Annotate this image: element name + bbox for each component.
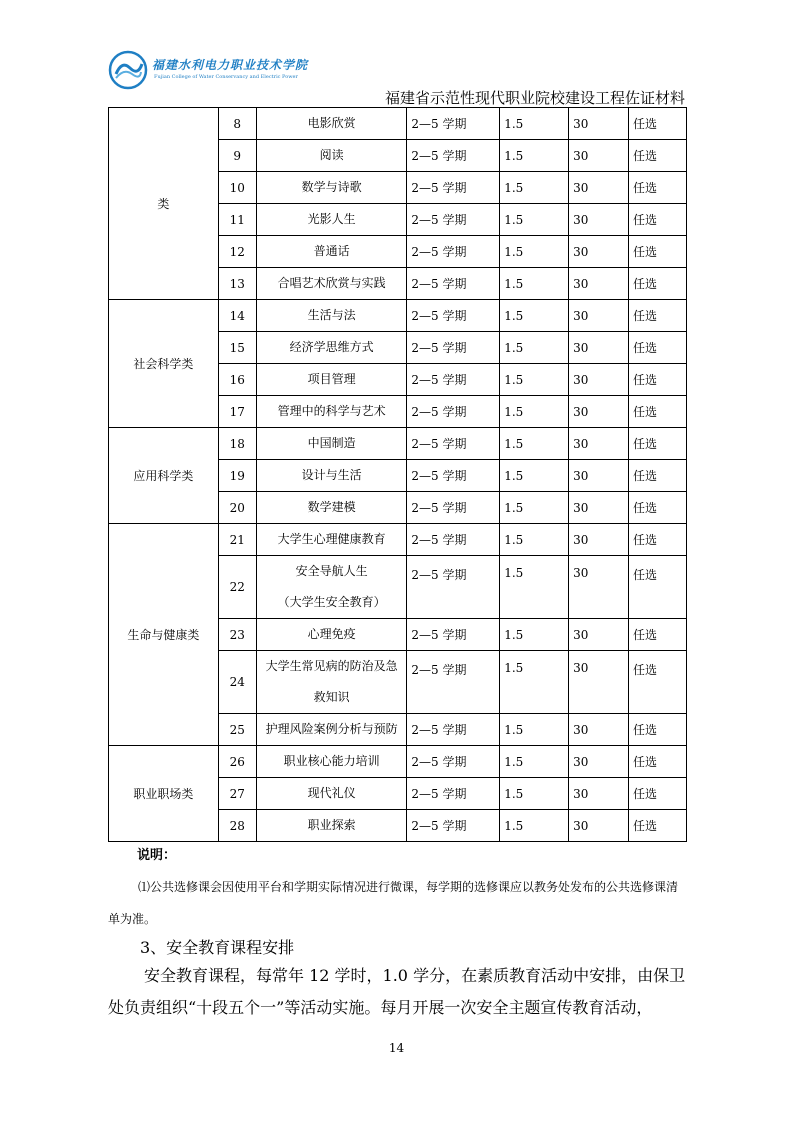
- category-cell: 生命与健康类: [109, 524, 219, 746]
- credit-cell: 1.5: [500, 396, 569, 428]
- course-name-line: 数学建模: [307, 500, 356, 514]
- semester-cell: 2—5 学期: [407, 810, 500, 842]
- course-name-cell: [256, 492, 407, 524]
- course-name-line: （大学生安全教育）: [277, 595, 386, 609]
- semester-cell: 2—5 学期: [407, 396, 500, 428]
- semester-cell: 2—5 学期: [407, 556, 500, 619]
- course-number-cell: 12: [218, 236, 256, 268]
- course-name-line: 生活与法: [307, 308, 356, 322]
- course-name-line: 经济学思维方式: [289, 340, 374, 354]
- category-cell: 类: [109, 108, 219, 300]
- semester-cell: 2—5 学期: [407, 492, 500, 524]
- table-row: [109, 428, 687, 460]
- course-name-cell: [256, 460, 407, 492]
- hours-cell: 30: [569, 204, 629, 236]
- credit-cell: 1.5: [500, 428, 569, 460]
- course-name-cell: [256, 300, 407, 332]
- semester-cell: 2—5 学期: [407, 746, 500, 778]
- course-name-line: 管理中的科学与艺术: [277, 404, 386, 418]
- course-name-line: 数学与诗歌: [301, 180, 362, 194]
- table-row: [109, 746, 687, 778]
- table-row: [109, 300, 687, 332]
- credit-cell: 1.5: [500, 108, 569, 140]
- course-number-cell: 18: [218, 428, 256, 460]
- hours-cell: 30: [569, 460, 629, 492]
- hours-cell: 30: [569, 492, 629, 524]
- semester-cell: 2—5 学期: [407, 204, 500, 236]
- course-type-cell: 任选: [629, 460, 687, 492]
- course-name-line: 中国制造: [307, 436, 356, 450]
- hours-cell: 30: [569, 268, 629, 300]
- course-name-cell: [256, 810, 407, 842]
- category-cell: 应用科学类: [109, 428, 219, 524]
- hours-cell: 30: [569, 332, 629, 364]
- hours-cell: 30: [569, 236, 629, 268]
- course-type-cell: 任选: [629, 492, 687, 524]
- course-name-cell: [256, 332, 407, 364]
- course-type-cell: 任选: [629, 556, 687, 619]
- semester-cell: 2—5 学期: [407, 714, 500, 746]
- semester-cell: 2—5 学期: [407, 268, 500, 300]
- course-number-cell: 25: [218, 714, 256, 746]
- course-type-cell: 任选: [629, 300, 687, 332]
- credit-cell: 1.5: [500, 204, 569, 236]
- credit-cell: 1.5: [500, 236, 569, 268]
- logo-text: 福建水利电力职业技术学院: [152, 58, 309, 72]
- course-name-cell: [256, 619, 407, 651]
- course-type-cell: 任选: [629, 746, 687, 778]
- course-name-line: 现代礼仪: [307, 786, 356, 800]
- course-type-cell: 任选: [629, 778, 687, 810]
- course-number-cell: 21: [218, 524, 256, 556]
- course-type-cell: 任选: [629, 172, 687, 204]
- course-name-cell: [256, 204, 407, 236]
- course-number-cell: 27: [218, 778, 256, 810]
- course-number-cell: 26: [218, 746, 256, 778]
- semester-cell: 2—5 学期: [407, 172, 500, 204]
- semester-cell: 2—5 学期: [407, 428, 500, 460]
- course-name-cell: [256, 268, 407, 300]
- course-number-cell: 23: [218, 619, 256, 651]
- course-type-cell: 任选: [629, 396, 687, 428]
- course-name-line: 阅读: [319, 148, 344, 162]
- semester-cell: 2—5 学期: [407, 619, 500, 651]
- credit-cell: 1.5: [500, 140, 569, 172]
- hours-cell: 30: [569, 428, 629, 460]
- course-name-cell: [256, 524, 407, 556]
- table-row: [109, 524, 687, 556]
- course-name-line: 大学生常见病的防治及急: [265, 659, 398, 673]
- credit-cell: 1.5: [500, 172, 569, 204]
- semester-cell: 2—5 学期: [407, 332, 500, 364]
- course-number-cell: 9: [218, 140, 256, 172]
- course-name-line: 设计与生活: [301, 468, 362, 482]
- page-number: 14: [388, 1041, 405, 1055]
- credit-cell: 1.5: [500, 492, 569, 524]
- course-number-cell: 14: [218, 300, 256, 332]
- course-number-cell: 17: [218, 396, 256, 428]
- course-type-cell: 任选: [629, 524, 687, 556]
- course-name-line: 项目管理: [307, 372, 356, 386]
- table-row: [109, 108, 687, 140]
- hours-cell: 30: [569, 364, 629, 396]
- hours-cell: 30: [569, 172, 629, 204]
- logo-subtitle: Fujian College of Water Conservancy and Electric Power: [154, 74, 298, 80]
- credit-cell: 1.5: [500, 268, 569, 300]
- course-name-line: 职业核心能力培训: [283, 754, 380, 768]
- course-name-cell: [256, 428, 407, 460]
- course-name-line: 安全导航人生: [295, 564, 368, 578]
- course-type-cell: 任选: [629, 204, 687, 236]
- credit-cell: 1.5: [500, 714, 569, 746]
- semester-cell: 2—5 学期: [407, 300, 500, 332]
- course-number-cell: 24: [218, 651, 256, 714]
- course-number-cell: 13: [218, 268, 256, 300]
- course-name-cell: [256, 396, 407, 428]
- course-number-cell: 20: [218, 492, 256, 524]
- course-number-cell: 11: [218, 204, 256, 236]
- category-cell: 职业职场类: [109, 746, 219, 842]
- hours-cell: 30: [569, 108, 629, 140]
- course-name-line: 大学生心理健康教育: [277, 532, 386, 546]
- course-type-cell: 任选: [629, 619, 687, 651]
- course-name-line: 合唱艺术欣赏与实践: [277, 276, 386, 290]
- course-type-cell: 任选: [629, 364, 687, 396]
- course-name-cell: [256, 714, 407, 746]
- hours-cell: 30: [569, 746, 629, 778]
- hours-cell: 30: [569, 140, 629, 172]
- hours-cell: 30: [569, 396, 629, 428]
- course-table: [108, 107, 687, 842]
- credit-cell: 1.5: [500, 810, 569, 842]
- credit-cell: 1.5: [500, 364, 569, 396]
- section-paragraph: 安全教育课程，每常年 12 学时，1.0 学分，在素质教育活动中安排，由保卫处负责组织“十段五个一”等活动实施。每月开展一次安全主题宣传教育活动，: [108, 966, 686, 1017]
- college-logo: [108, 50, 309, 94]
- course-name-line: 普通话: [313, 244, 350, 258]
- course-name-cell: [256, 140, 407, 172]
- course-number-cell: 8: [218, 108, 256, 140]
- course-name-line: 救知识: [313, 690, 350, 704]
- hours-cell: 30: [569, 300, 629, 332]
- category-cell: 社会科学类: [109, 300, 219, 428]
- course-name-cell: [256, 746, 407, 778]
- hours-cell: 30: [569, 714, 629, 746]
- notes-body: ⑴公共选修课会因使用平台和学期实际情况进行微课，每学期的选修课应以教务处发布的公共选修课清单为准。: [108, 880, 679, 926]
- course-type-cell: 任选: [629, 332, 687, 364]
- semester-cell: 2—5 学期: [407, 364, 500, 396]
- course-type-cell: 任选: [629, 651, 687, 714]
- semester-cell: 2—5 学期: [407, 460, 500, 492]
- course-name-line: 心理免疫: [307, 627, 356, 641]
- college-emblem-icon: [108, 50, 148, 90]
- course-type-cell: 任选: [629, 140, 687, 172]
- hours-cell: 30: [569, 556, 629, 619]
- course-number-cell: 16: [218, 364, 256, 396]
- hours-cell: 30: [569, 619, 629, 651]
- header-title: 福建省示范性现代职业院校建设工程佐证材料: [384, 89, 685, 107]
- credit-cell: 1.5: [500, 778, 569, 810]
- hours-cell: 30: [569, 810, 629, 842]
- course-type-cell: 任选: [629, 428, 687, 460]
- course-name-cell: [256, 236, 407, 268]
- credit-cell: 1.5: [500, 524, 569, 556]
- hours-cell: 30: [569, 778, 629, 810]
- semester-cell: 2—5 学期: [407, 140, 500, 172]
- hours-cell: 30: [569, 651, 629, 714]
- course-type-cell: 任选: [629, 810, 687, 842]
- course-name-line: 职业探索: [307, 818, 356, 832]
- course-number-cell: 19: [218, 460, 256, 492]
- course-name-cell: [256, 108, 407, 140]
- course-name-cell: [256, 364, 407, 396]
- course-name-cell: [256, 556, 407, 619]
- course-type-cell: 任选: [629, 268, 687, 300]
- course-table-body: [109, 108, 687, 842]
- course-name-cell: [256, 172, 407, 204]
- course-type-cell: 任选: [629, 236, 687, 268]
- notes-title: 说明：: [137, 848, 177, 863]
- credit-cell: 1.5: [500, 460, 569, 492]
- semester-cell: 2—5 学期: [407, 778, 500, 810]
- course-name-cell: [256, 778, 407, 810]
- course-name-line: 光影人生: [307, 212, 356, 226]
- course-type-cell: 任选: [629, 108, 687, 140]
- credit-cell: 1.5: [500, 651, 569, 714]
- credit-cell: 1.5: [500, 746, 569, 778]
- course-type-cell: 任选: [629, 714, 687, 746]
- course-number-cell: 22: [218, 556, 256, 619]
- hours-cell: 30: [569, 524, 629, 556]
- credit-cell: 1.5: [500, 619, 569, 651]
- credit-cell: 1.5: [500, 332, 569, 364]
- semester-cell: 2—5 学期: [407, 236, 500, 268]
- course-number-cell: 15: [218, 332, 256, 364]
- course-name-line: 电影欣赏: [307, 116, 356, 130]
- course-number-cell: 10: [218, 172, 256, 204]
- credit-cell: 1.5: [500, 556, 569, 619]
- semester-cell: 2—5 学期: [407, 524, 500, 556]
- course-name-cell: [256, 651, 407, 714]
- course-name-line: 护理风险案例分析与预防: [265, 722, 398, 736]
- course-number-cell: 28: [218, 810, 256, 842]
- section-title: 3、安全教育课程安排: [140, 938, 295, 957]
- semester-cell: 2—5 学期: [407, 651, 500, 714]
- semester-cell: 2—5 学期: [407, 108, 500, 140]
- credit-cell: 1.5: [500, 300, 569, 332]
